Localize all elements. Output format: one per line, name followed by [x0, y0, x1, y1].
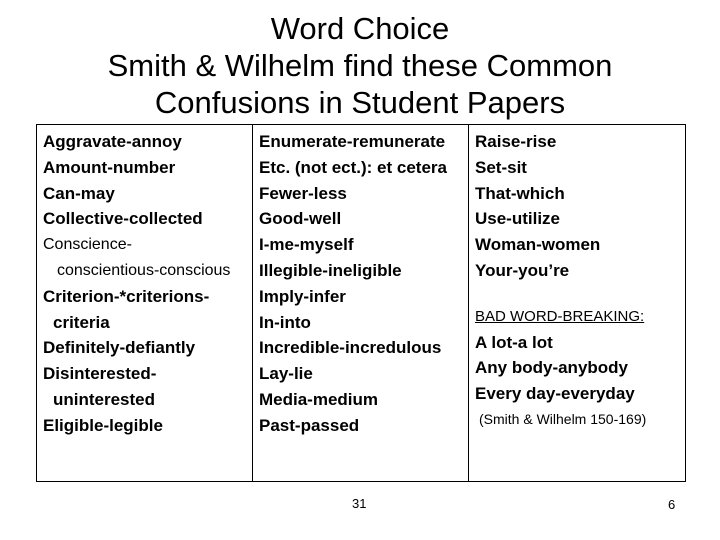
word-pair: Every day-everyday: [475, 384, 635, 404]
citation: (Smith & Wilhelm 150-169): [479, 410, 647, 427]
word-pair: That-which: [475, 183, 565, 203]
word-pair: Imply-infer: [259, 286, 346, 306]
word-pair: Disinterested-: [43, 364, 157, 384]
word-pair: Past-passed: [259, 415, 360, 435]
word-pair: In-into: [259, 312, 311, 332]
column-divider-1: [252, 124, 253, 482]
word-pair-continued: conscientious-conscious: [57, 261, 231, 279]
slide-number-center: 31: [352, 496, 367, 511]
word-pair: Enumerate-remunerate: [259, 132, 446, 151]
section-heading: BAD WORD-BREAKING:: [475, 307, 645, 325]
title-line-3: Confusions in Student Papers: [154, 85, 566, 120]
word-pair: Set-sit: [475, 157, 527, 177]
word-pair: Good-well: [259, 209, 342, 229]
word-pair: Collective-collected: [43, 209, 203, 229]
column-1: [43, 129, 230, 439]
title-line-2: Smith & Wilhelm find these Common: [107, 48, 613, 83]
column-3: [475, 129, 646, 433]
word-pair: Incredible-incredulous: [259, 338, 442, 358]
word-pair: Criterion-*criterions-: [43, 286, 210, 306]
section-spacer: [475, 284, 646, 304]
column-divider-2: [468, 124, 469, 482]
word-pair: Eligible-legible: [43, 415, 163, 435]
word-pair: Amount-number: [43, 157, 176, 177]
word-pair: Use-utilize: [475, 209, 561, 229]
word-pair: Media-medium: [259, 389, 379, 409]
title-line-1: Word Choice: [270, 11, 450, 46]
word-pair-continued: uninterested: [53, 389, 156, 409]
word-pair: Raise-rise: [475, 132, 557, 151]
word-pair: Your-you’re: [475, 260, 570, 280]
word-pair: Any body-anybody: [475, 358, 629, 378]
word-pair-continued: criteria: [53, 312, 110, 332]
word-pair: Lay-lie: [259, 364, 313, 384]
word-pair: Illegible-ineligible: [259, 260, 402, 280]
column-2: [259, 129, 447, 439]
word-pair: A lot-a lot: [475, 332, 553, 352]
slide-title: [0, 10, 720, 121]
word-pair: Can-may: [43, 183, 115, 203]
word-pair: Woman-women: [475, 235, 601, 255]
word-pair: Etc. (not ect.): et cetera: [259, 157, 447, 177]
word-pair: Definitely-defiantly: [43, 338, 196, 358]
word-pair: Aggravate-annoy: [43, 132, 182, 151]
word-pair: I-me-myself: [259, 235, 354, 255]
word-pair: Fewer-less: [259, 183, 347, 203]
word-pair: Conscience-: [43, 236, 132, 254]
page-number: 6: [668, 497, 676, 512]
